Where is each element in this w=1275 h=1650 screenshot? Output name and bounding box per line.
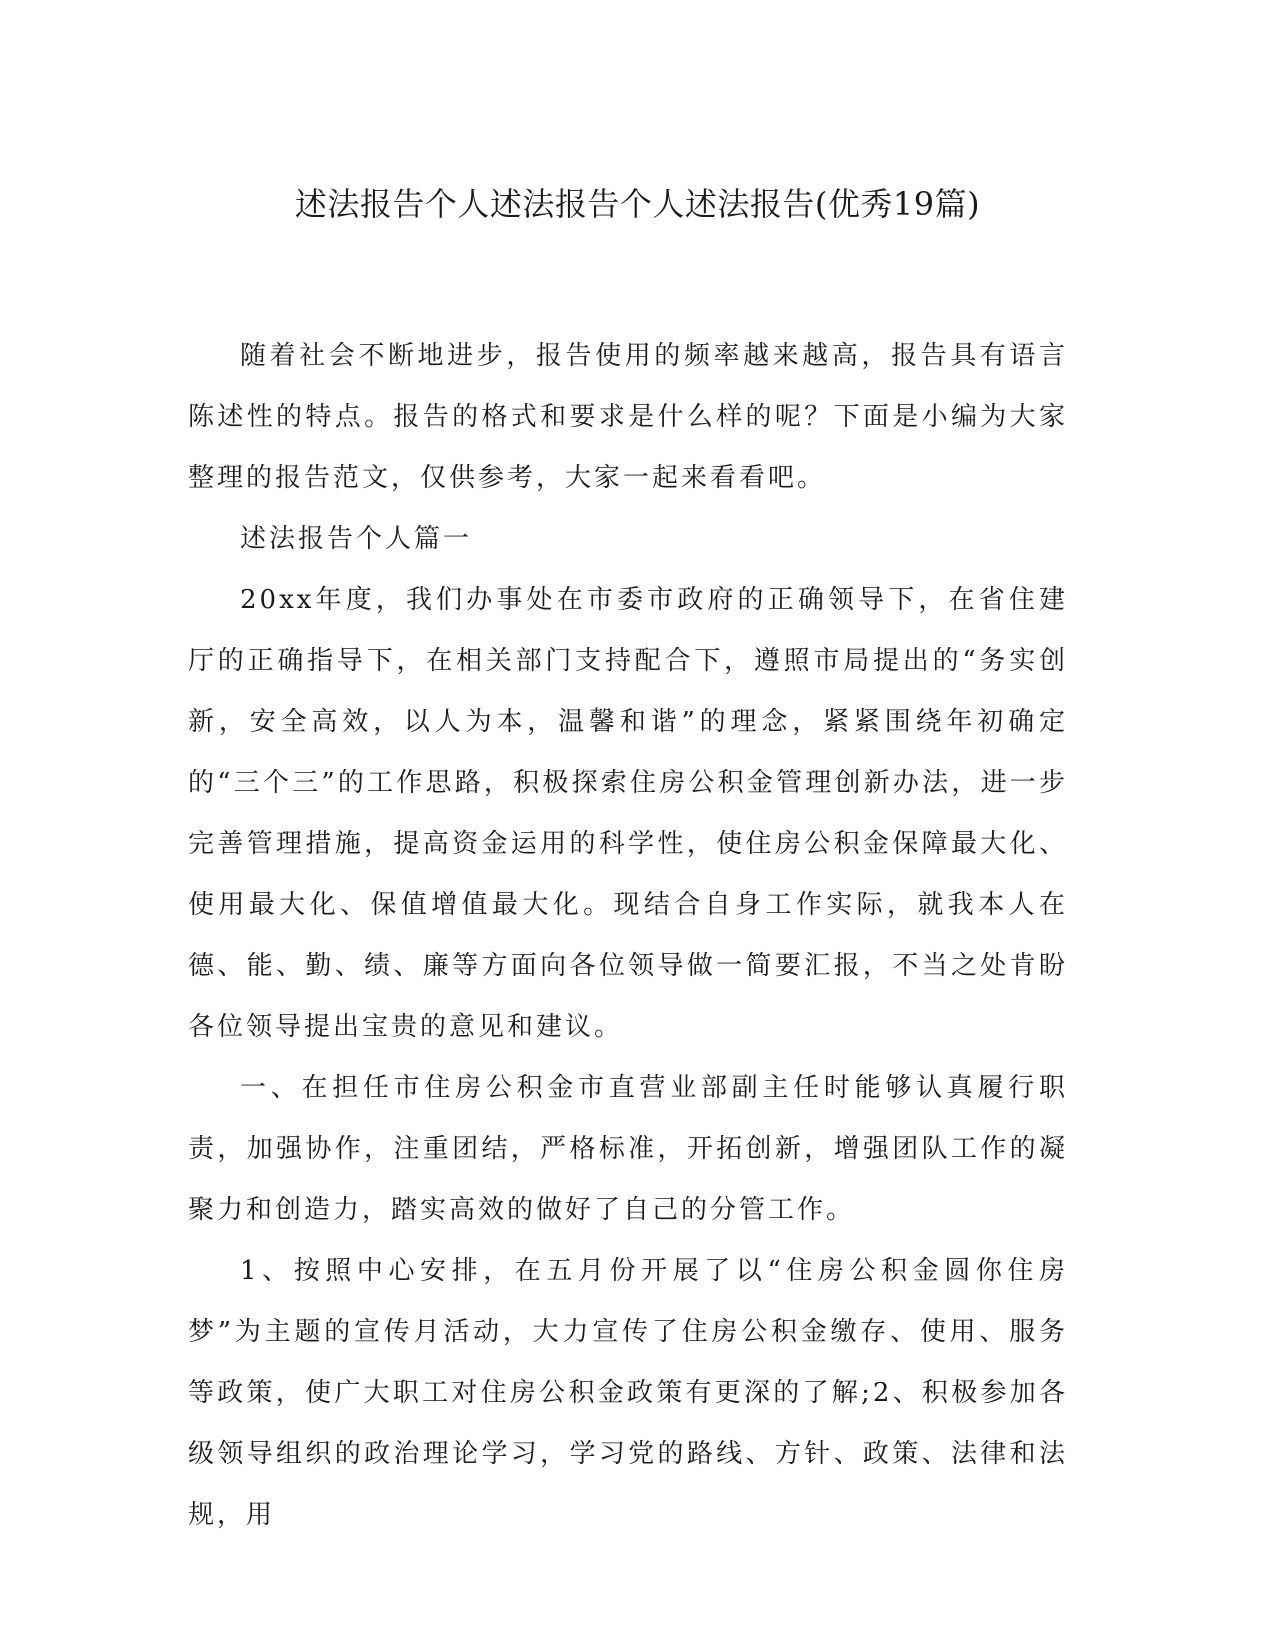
- body-paragraph: 1、按照中心安排，在五月份开展了以“住房公积金圆你住房梦”为主题的宣传月活动，大力宣传了住房公积金缴存、使用、服务等政策，使广大职工对住房公积金政策有更深的了解;2、积极参加各级领导组织的政治理论学习，学习党的路线、方针、政策、法律和法规，用: [188, 1256, 1068, 1530]
- intro-paragraph: 随着社会不断地进步，报告使用的频率越来越高，报告具有语言陈述性的特点。报告的格式和要求是什么样的呢？下面是小编为大家整理的报告范文，仅供参考，大家一起来看看吧。: [188, 341, 1068, 493]
- section-heading: 述法报告个人篇一: [240, 524, 473, 554]
- document-body: [188, 326, 1068, 1546]
- body-paragraph: 20xx年度，我们办事处在市委市政府的正确领导下，在省住建厅的正确指导下，在相关部门支持配合下，遵照市局提出的“务实创新，安全高效，以人为本，温馨和谐”的理念，紧紧围绕年初确定的“三个三”的工作思路，积极探索住房公积金管理创新办法，进一步完善管理措施，提高资金运用的科学性，使住房公积金保障最大化、使用最大化、保值增值最大化。现结合自身工作实际，就我本人在德、能、勤、绩、廉等方面向各位领导做一简要汇报，不当之处肯盼各位领导提出宝贵的意见和建议。: [188, 585, 1068, 1042]
- document-title: 述法报告个人述法报告个人述法报告(优秀19篇): [294, 185, 981, 223]
- body-paragraph: 一、在担任市住房公积金市直营业部副主任时能够认真履行职责，加强协作，注重团结，严格标准，开拓创新，增强团队工作的凝聚力和创造力，踏实高效的做好了自己的分管工作。: [188, 1073, 1068, 1225]
